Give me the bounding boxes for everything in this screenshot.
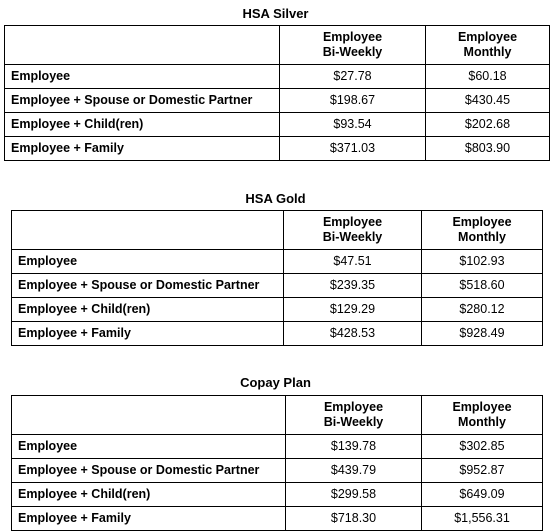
coverage-label: Employee + Child(ren)	[12, 298, 284, 322]
monthly-value: $280.12	[422, 298, 543, 322]
header-monthly: Employee Monthly	[426, 26, 550, 65]
table-row	[12, 507, 543, 531]
coverage-label: Employee + Spouse or Domestic Partner	[12, 274, 284, 298]
coverage-label: Employee + Family	[12, 322, 284, 346]
biweekly-value: $93.54	[280, 113, 426, 137]
header-coverage	[12, 396, 286, 435]
biweekly-value: $139.78	[286, 435, 422, 459]
biweekly-value: $239.35	[284, 274, 422, 298]
biweekly-value: $428.53	[284, 322, 422, 346]
coverage-label: Employee + Family	[12, 507, 286, 531]
biweekly-value: $371.03	[280, 137, 426, 161]
plan-title-hsa-gold: HSA Gold	[245, 191, 306, 206]
header-monthly: Employee Monthly	[422, 396, 543, 435]
table-row	[12, 322, 543, 346]
monthly-value: $952.87	[422, 459, 543, 483]
header-coverage	[5, 26, 280, 65]
table-row	[12, 483, 543, 507]
coverage-label: Employee + Spouse or Domestic Partner	[12, 459, 286, 483]
table-row	[5, 137, 550, 161]
header-monthly: Employee Monthly	[422, 211, 543, 250]
monthly-value: $1,556.31	[422, 507, 543, 531]
plan-title-copay-plan: Copay Plan	[240, 375, 311, 390]
rate-table-copay-plan	[11, 395, 543, 531]
monthly-value: $302.85	[422, 435, 543, 459]
table-row	[12, 274, 543, 298]
header-biweekly: Employee Bi-Weekly	[284, 211, 422, 250]
header-coverage	[12, 211, 284, 250]
rate-table-hsa-silver	[4, 25, 550, 161]
coverage-label: Employee	[12, 250, 284, 274]
biweekly-value: $129.29	[284, 298, 422, 322]
table-row	[5, 113, 550, 137]
coverage-label: Employee	[5, 65, 280, 89]
biweekly-value: $27.78	[280, 65, 426, 89]
table-row	[5, 65, 550, 89]
coverage-label: Employee + Child(ren)	[5, 113, 280, 137]
table-row	[12, 250, 543, 274]
coverage-label: Employee + Family	[5, 137, 280, 161]
header-biweekly: Employee Bi-Weekly	[280, 26, 426, 65]
monthly-value: $928.49	[422, 322, 543, 346]
monthly-value: $60.18	[426, 65, 550, 89]
header-biweekly: Employee Bi-Weekly	[286, 396, 422, 435]
coverage-label: Employee + Spouse or Domestic Partner	[5, 89, 280, 113]
monthly-value: $430.45	[426, 89, 550, 113]
rate-table-hsa-gold	[11, 210, 543, 346]
biweekly-value: $47.51	[284, 250, 422, 274]
monthly-value: $518.60	[422, 274, 543, 298]
table-header-row	[12, 396, 543, 435]
table-header-row	[12, 211, 543, 250]
biweekly-value: $299.58	[286, 483, 422, 507]
table-row	[12, 298, 543, 322]
plan-title-hsa-silver: HSA Silver	[242, 6, 309, 21]
table-row	[12, 459, 543, 483]
table-row	[5, 89, 550, 113]
table-row	[12, 435, 543, 459]
biweekly-value: $439.79	[286, 459, 422, 483]
coverage-label: Employee + Child(ren)	[12, 483, 286, 507]
biweekly-value: $718.30	[286, 507, 422, 531]
table-header-row	[5, 26, 550, 65]
coverage-label: Employee	[12, 435, 286, 459]
monthly-value: $102.93	[422, 250, 543, 274]
biweekly-value: $198.67	[280, 89, 426, 113]
monthly-value: $649.09	[422, 483, 543, 507]
monthly-value: $202.68	[426, 113, 550, 137]
monthly-value: $803.90	[426, 137, 550, 161]
